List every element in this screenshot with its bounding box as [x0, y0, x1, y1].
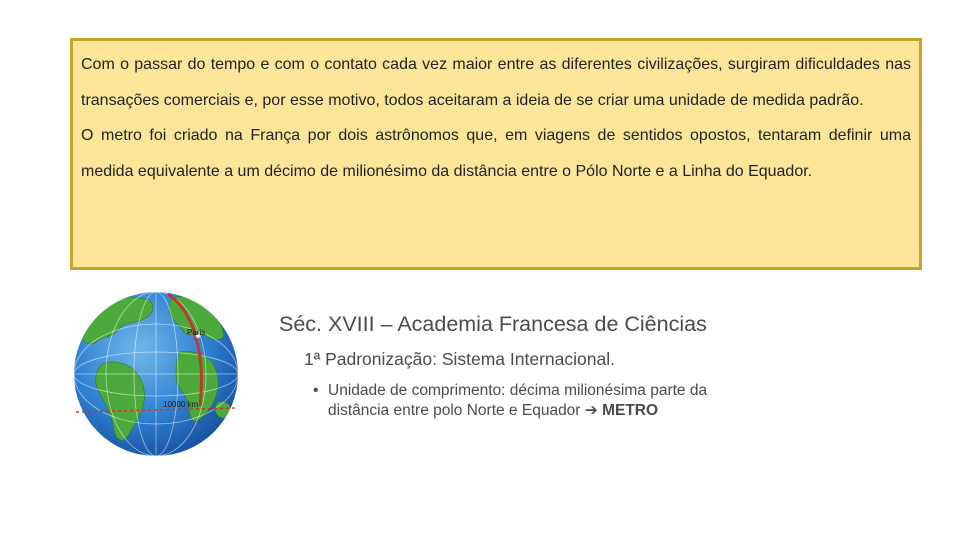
globe-label-paris: Paris	[187, 328, 206, 337]
bullet-emphasis: METRO	[602, 402, 659, 419]
intro-paragraph-1: Com o passar do tempo e com o contato cada vez maior entre as diferentes civilizações, surgiram dificuldades nas transações comerciais e, por esse motivo, todos aceitaram a ideia de se criar uma unidade de medida padrão.	[81, 56, 911, 109]
bullet-dot: •	[313, 382, 319, 399]
slide-subtitle: 1ª Padronização: Sistema Internacional.	[304, 349, 615, 369]
intro-text-box	[70, 38, 922, 270]
bullet-line-2	[328, 401, 768, 421]
globe-label-distance: 10000 km	[163, 400, 199, 409]
globe-illustration	[72, 290, 240, 458]
arrow-icon: ➔	[584, 402, 598, 419]
bullet-text	[328, 381, 768, 421]
intro-paragraph-2: O metro foi criado na França por dois astrônomos que, em viagens de sentidos opostos, tentaram definir uma medida equivalente a um décimo de milionésimo da distância entre o Pólo Norte e a Linha do Equador.	[81, 127, 911, 180]
bullet-line-1: Unidade de comprimento: décima milionésima parte da	[328, 382, 708, 399]
bullet-line-2-text: distância entre polo Norte e Equador	[328, 402, 585, 419]
slide-title: Séc. XVIII – Academia Francesa de Ciências	[279, 312, 707, 336]
globe-icon	[72, 290, 240, 458]
